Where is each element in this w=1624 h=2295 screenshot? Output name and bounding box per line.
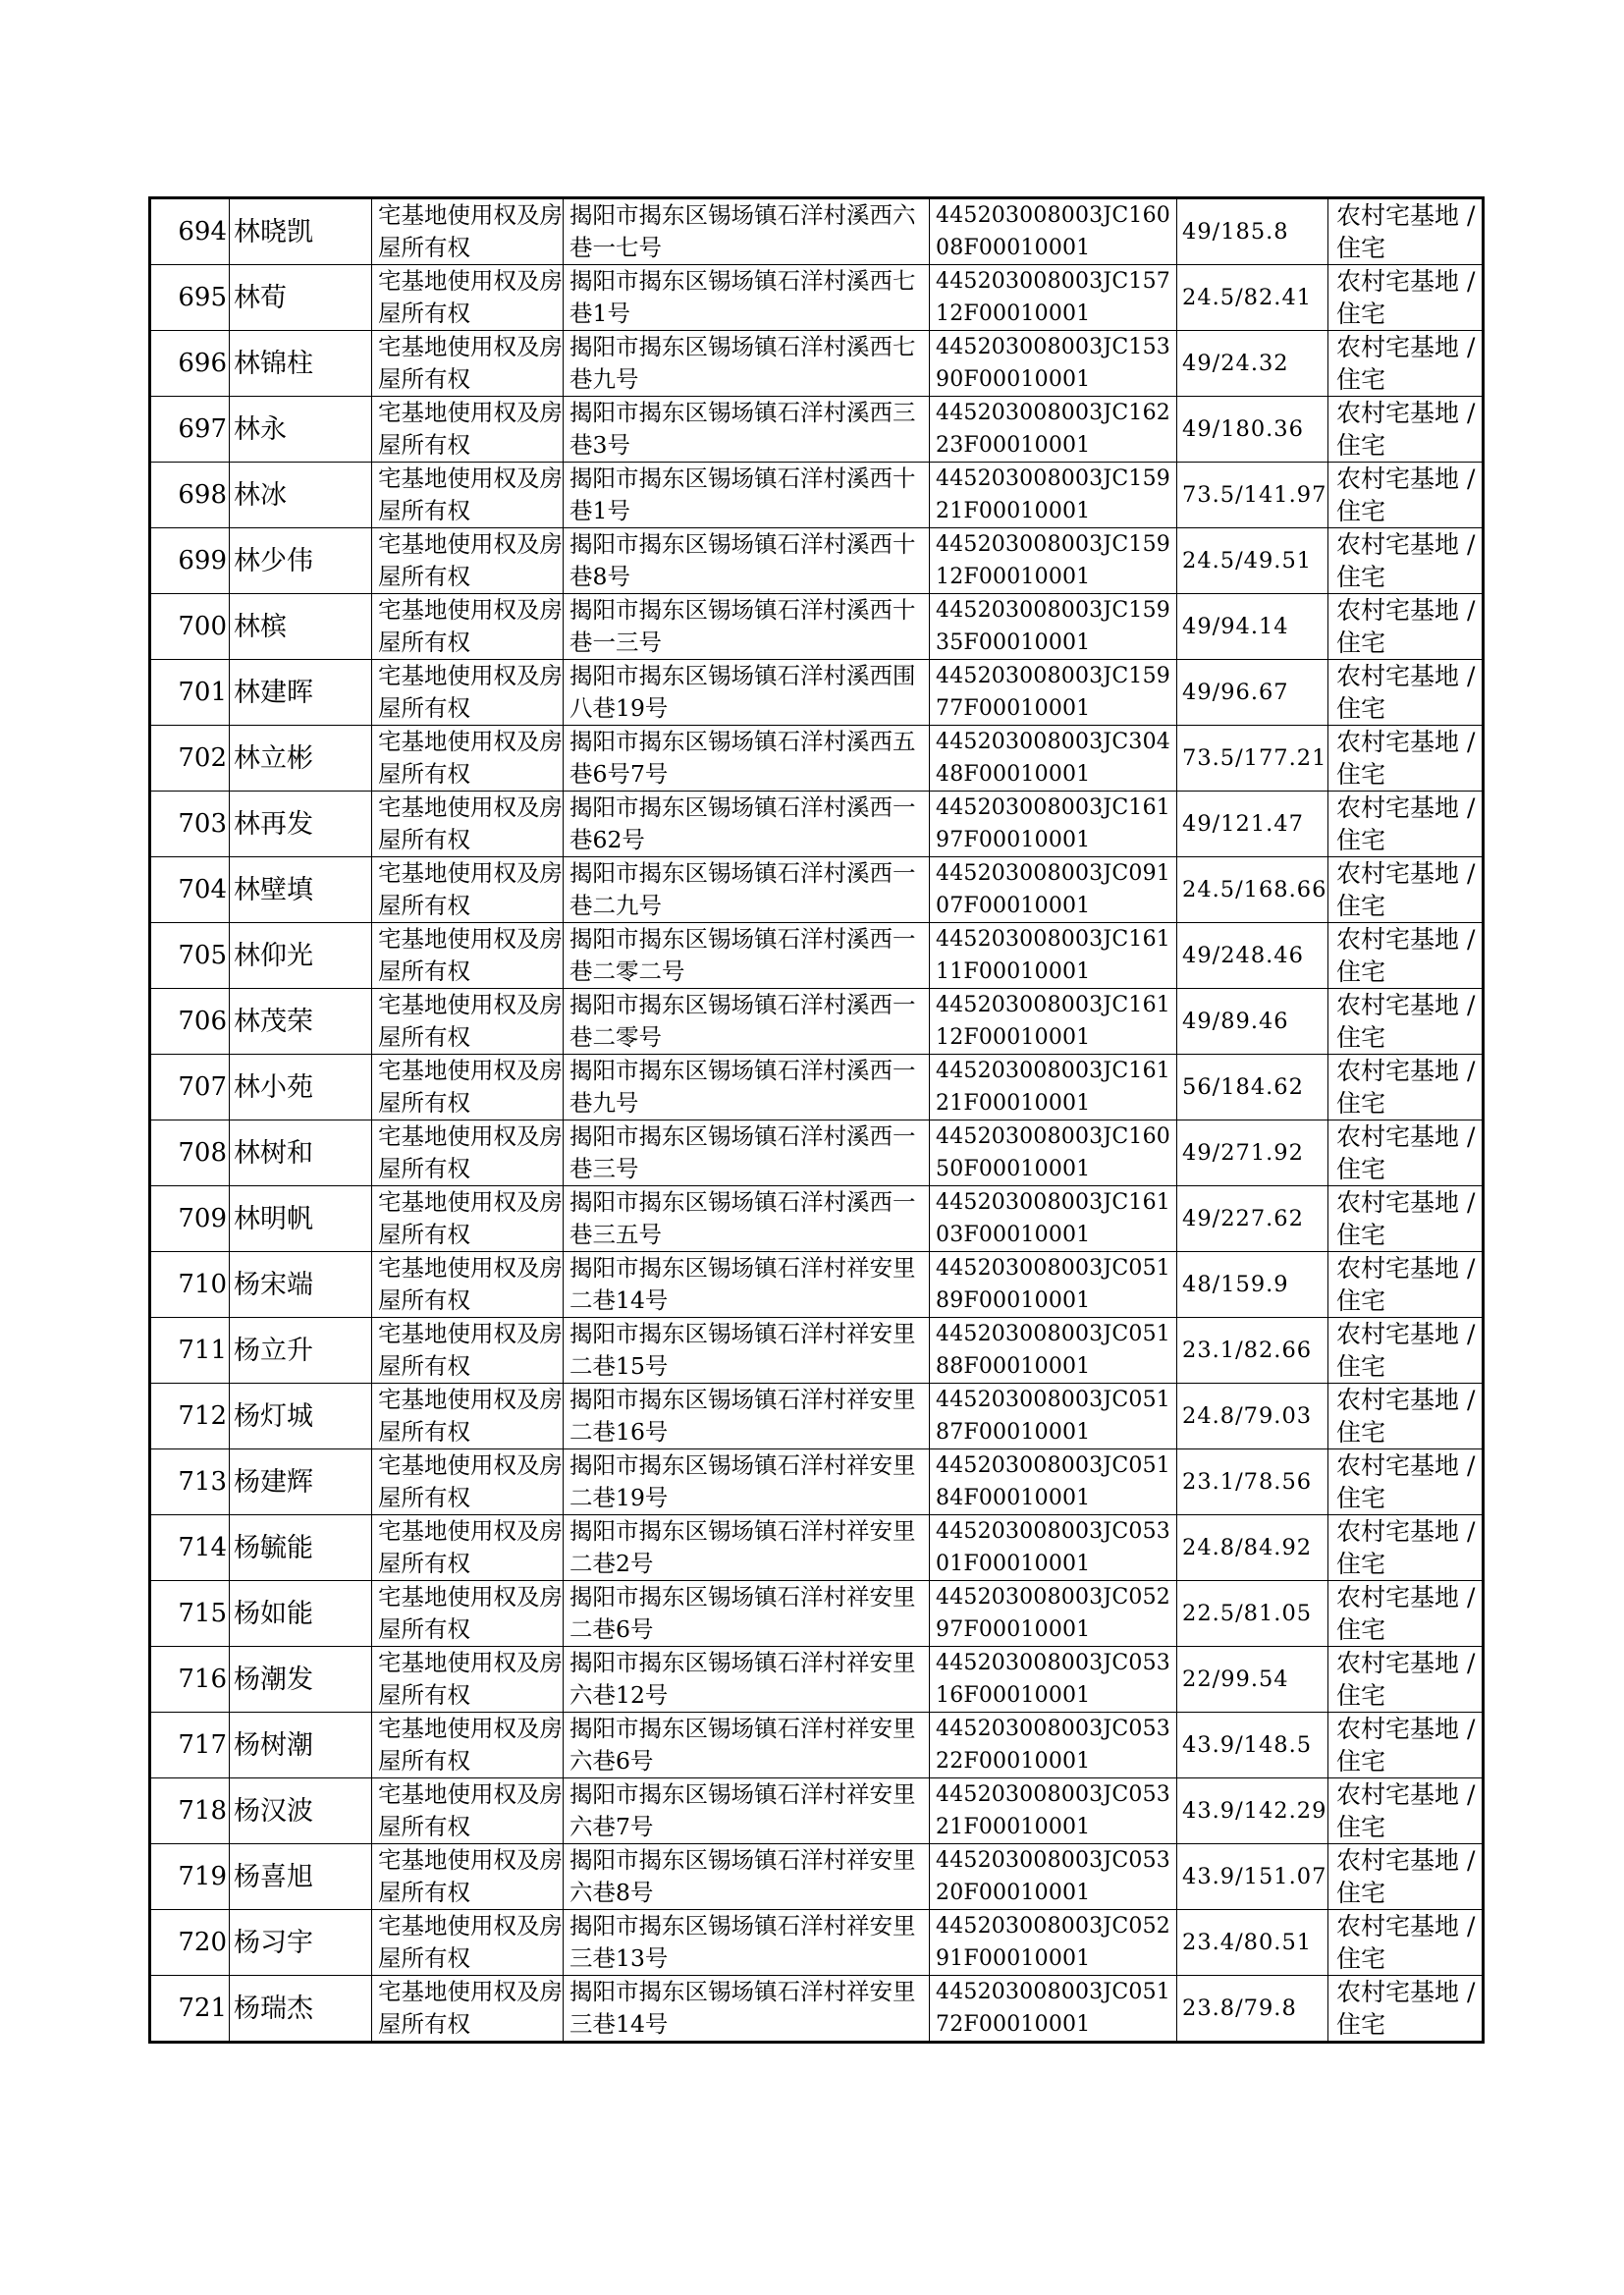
- address-cell: 揭阳市揭东区锡场镇石洋村溪西一巷62号: [564, 792, 930, 857]
- right-type-cell: 宅基地使用权及房屋所有权: [372, 397, 564, 463]
- row-number-cell: 718: [150, 1778, 230, 1844]
- unit-code-cell: 445203008003JC16008F00010001: [930, 198, 1177, 265]
- area-cell: 49/248.46: [1177, 923, 1328, 989]
- address-cell: 揭阳市揭东区锡场镇石洋村祥安里二巷16号: [564, 1384, 930, 1449]
- row-number-cell: 702: [150, 726, 230, 792]
- owner-name-cell: 杨习宇: [230, 1910, 372, 1976]
- area-cell: 49/271.92: [1177, 1120, 1328, 1186]
- unit-code-cell: 445203008003JC16121F00010001: [930, 1055, 1177, 1120]
- address-cell: 揭阳市揭东区锡场镇石洋村祥安里二巷14号: [564, 1252, 930, 1318]
- row-number-cell: 719: [150, 1844, 230, 1910]
- row-number-cell: 696: [150, 331, 230, 397]
- land-use-cell: 农村宅基地 / 住宅: [1328, 1120, 1484, 1186]
- owner-name-cell: 林冰: [230, 463, 372, 528]
- table-row: [150, 198, 1484, 265]
- address-cell: 揭阳市揭东区锡场镇石洋村祥安里六巷12号: [564, 1647, 930, 1713]
- address-cell: 揭阳市揭东区锡场镇石洋村祥安里三巷13号: [564, 1910, 930, 1976]
- unit-code-cell: 445203008003JC15921F00010001: [930, 463, 1177, 528]
- right-type-cell: 宅基地使用权及房屋所有权: [372, 198, 564, 265]
- unit-code-cell: 445203008003JC09107F00010001: [930, 857, 1177, 923]
- owner-name-cell: 杨建辉: [230, 1449, 372, 1515]
- land-use-cell: 农村宅基地 / 住宅: [1328, 726, 1484, 792]
- land-use-cell: 农村宅基地 / 住宅: [1328, 989, 1484, 1055]
- right-type-cell: 宅基地使用权及房屋所有权: [372, 594, 564, 660]
- table-row: [150, 792, 1484, 857]
- unit-code-cell: 445203008003JC05187F00010001: [930, 1384, 1177, 1449]
- area-cell: 24.5/168.66: [1177, 857, 1328, 923]
- land-use-cell: 农村宅基地 / 住宅: [1328, 265, 1484, 331]
- table-row: [150, 857, 1484, 923]
- land-use-cell: 农村宅基地 / 住宅: [1328, 1318, 1484, 1384]
- row-number-cell: 715: [150, 1581, 230, 1647]
- address-cell: 揭阳市揭东区锡场镇石洋村溪西十巷1号: [564, 463, 930, 528]
- land-use-cell: 农村宅基地 / 住宅: [1328, 857, 1484, 923]
- owner-name-cell: 林锦柱: [230, 331, 372, 397]
- right-type-cell: 宅基地使用权及房屋所有权: [372, 1581, 564, 1647]
- land-use-cell: 农村宅基地 / 住宅: [1328, 1055, 1484, 1120]
- owner-name-cell: 林立彬: [230, 726, 372, 792]
- row-number-cell: 711: [150, 1318, 230, 1384]
- land-use-cell: 农村宅基地 / 住宅: [1328, 463, 1484, 528]
- table-row: [150, 1055, 1484, 1120]
- area-cell: 49/24.32: [1177, 331, 1328, 397]
- row-number-cell: 699: [150, 528, 230, 594]
- land-use-cell: 农村宅基地 / 住宅: [1328, 1713, 1484, 1778]
- area-cell: 43.9/151.07: [1177, 1844, 1328, 1910]
- registry-table: [148, 196, 1485, 2044]
- owner-name-cell: 林小苑: [230, 1055, 372, 1120]
- row-number-cell: 697: [150, 397, 230, 463]
- owner-name-cell: 林荀: [230, 265, 372, 331]
- area-cell: 49/227.62: [1177, 1186, 1328, 1252]
- address-cell: 揭阳市揭东区锡场镇石洋村溪西一巷二九号: [564, 857, 930, 923]
- unit-code-cell: 445203008003JC15912F00010001: [930, 528, 1177, 594]
- unit-code-cell: 445203008003JC05188F00010001: [930, 1318, 1177, 1384]
- table-row: [150, 331, 1484, 397]
- area-cell: 49/96.67: [1177, 660, 1328, 726]
- row-number-cell: 701: [150, 660, 230, 726]
- right-type-cell: 宅基地使用权及房屋所有权: [372, 265, 564, 331]
- owner-name-cell: 林再发: [230, 792, 372, 857]
- table-row: [150, 989, 1484, 1055]
- table-row: [150, 726, 1484, 792]
- area-cell: 49/94.14: [1177, 594, 1328, 660]
- area-cell: 48/159.9: [1177, 1252, 1328, 1318]
- unit-code-cell: 445203008003JC16112F00010001: [930, 989, 1177, 1055]
- area-cell: 73.5/177.21: [1177, 726, 1328, 792]
- area-cell: 73.5/141.97: [1177, 463, 1328, 528]
- unit-code-cell: 445203008003JC15712F00010001: [930, 265, 1177, 331]
- right-type-cell: 宅基地使用权及房屋所有权: [372, 1778, 564, 1844]
- owner-name-cell: 杨潮发: [230, 1647, 372, 1713]
- area-cell: 56/184.62: [1177, 1055, 1328, 1120]
- table-row: [150, 1778, 1484, 1844]
- row-number-cell: 700: [150, 594, 230, 660]
- row-number-cell: 694: [150, 198, 230, 265]
- land-use-cell: 农村宅基地 / 住宅: [1328, 1844, 1484, 1910]
- row-number-cell: 704: [150, 857, 230, 923]
- owner-name-cell: 杨毓能: [230, 1515, 372, 1581]
- table-row: [150, 1186, 1484, 1252]
- area-cell: 23.8/79.8: [1177, 1976, 1328, 2043]
- unit-code-cell: 445203008003JC15935F00010001: [930, 594, 1177, 660]
- area-cell: 49/89.46: [1177, 989, 1328, 1055]
- right-type-cell: 宅基地使用权及房屋所有权: [372, 1449, 564, 1515]
- right-type-cell: 宅基地使用权及房屋所有权: [372, 1055, 564, 1120]
- row-number-cell: 705: [150, 923, 230, 989]
- land-use-cell: 农村宅基地 / 住宅: [1328, 1252, 1484, 1318]
- area-cell: 22/99.54: [1177, 1647, 1328, 1713]
- row-number-cell: 716: [150, 1647, 230, 1713]
- row-number-cell: 712: [150, 1384, 230, 1449]
- right-type-cell: 宅基地使用权及房屋所有权: [372, 1384, 564, 1449]
- address-cell: 揭阳市揭东区锡场镇石洋村祥安里三巷14号: [564, 1976, 930, 2043]
- table-row: [150, 463, 1484, 528]
- unit-code-cell: 445203008003JC05321F00010001: [930, 1778, 1177, 1844]
- right-type-cell: 宅基地使用权及房屋所有权: [372, 857, 564, 923]
- unit-code-cell: 445203008003JC05189F00010001: [930, 1252, 1177, 1318]
- table-row: [150, 1449, 1484, 1515]
- row-number-cell: 708: [150, 1120, 230, 1186]
- unit-code-cell: 445203008003JC16223F00010001: [930, 397, 1177, 463]
- land-use-cell: 农村宅基地 / 住宅: [1328, 792, 1484, 857]
- land-use-cell: 农村宅基地 / 住宅: [1328, 1647, 1484, 1713]
- right-type-cell: 宅基地使用权及房屋所有权: [372, 1713, 564, 1778]
- land-use-cell: 农村宅基地 / 住宅: [1328, 1384, 1484, 1449]
- owner-name-cell: 杨立升: [230, 1318, 372, 1384]
- land-use-cell: 农村宅基地 / 住宅: [1328, 1778, 1484, 1844]
- right-type-cell: 宅基地使用权及房屋所有权: [372, 1318, 564, 1384]
- row-number-cell: 720: [150, 1910, 230, 1976]
- owner-name-cell: 杨树潮: [230, 1713, 372, 1778]
- row-number-cell: 709: [150, 1186, 230, 1252]
- right-type-cell: 宅基地使用权及房屋所有权: [372, 1120, 564, 1186]
- unit-code-cell: 445203008003JC16050F00010001: [930, 1120, 1177, 1186]
- area-cell: 22.5/81.05: [1177, 1581, 1328, 1647]
- land-use-cell: 农村宅基地 / 住宅: [1328, 397, 1484, 463]
- right-type-cell: 宅基地使用权及房屋所有权: [372, 1647, 564, 1713]
- table-row: [150, 1910, 1484, 1976]
- unit-code-cell: 445203008003JC05291F00010001: [930, 1910, 1177, 1976]
- area-cell: 49/185.8: [1177, 198, 1328, 265]
- unit-code-cell: 445203008003JC05322F00010001: [930, 1713, 1177, 1778]
- address-cell: 揭阳市揭东区锡场镇石洋村溪西三巷3号: [564, 397, 930, 463]
- land-use-cell: 农村宅基地 / 住宅: [1328, 660, 1484, 726]
- right-type-cell: 宅基地使用权及房屋所有权: [372, 1252, 564, 1318]
- land-use-cell: 农村宅基地 / 住宅: [1328, 528, 1484, 594]
- owner-name-cell: 林晓凯: [230, 198, 372, 265]
- address-cell: 揭阳市揭东区锡场镇石洋村祥安里六巷8号: [564, 1844, 930, 1910]
- address-cell: 揭阳市揭东区锡场镇石洋村溪西一巷九号: [564, 1055, 930, 1120]
- table-row: [150, 528, 1484, 594]
- unit-code-cell: 445203008003JC16197F00010001: [930, 792, 1177, 857]
- right-type-cell: 宅基地使用权及房屋所有权: [372, 331, 564, 397]
- address-cell: 揭阳市揭东区锡场镇石洋村祥安里二巷6号: [564, 1581, 930, 1647]
- right-type-cell: 宅基地使用权及房屋所有权: [372, 923, 564, 989]
- owner-name-cell: 杨宋端: [230, 1252, 372, 1318]
- unit-code-cell: 445203008003JC05301F00010001: [930, 1515, 1177, 1581]
- address-cell: 揭阳市揭东区锡场镇石洋村溪西一巷二零二号: [564, 923, 930, 989]
- right-type-cell: 宅基地使用权及房屋所有权: [372, 1515, 564, 1581]
- table-row: [150, 1318, 1484, 1384]
- land-use-cell: 农村宅基地 / 住宅: [1328, 1449, 1484, 1515]
- unit-code-cell: 445203008003JC16111F00010001: [930, 923, 1177, 989]
- address-cell: 揭阳市揭东区锡场镇石洋村溪西七巷九号: [564, 331, 930, 397]
- owner-name-cell: 林建晖: [230, 660, 372, 726]
- land-use-cell: 农村宅基地 / 住宅: [1328, 198, 1484, 265]
- owner-name-cell: 杨灯城: [230, 1384, 372, 1449]
- owner-name-cell: 林槟: [230, 594, 372, 660]
- table-row: [150, 594, 1484, 660]
- owner-name-cell: 杨如能: [230, 1581, 372, 1647]
- area-cell: 24.8/84.92: [1177, 1515, 1328, 1581]
- address-cell: 揭阳市揭东区锡场镇石洋村祥安里二巷19号: [564, 1449, 930, 1515]
- unit-code-cell: 445203008003JC05320F00010001: [930, 1844, 1177, 1910]
- area-cell: 24.8/79.03: [1177, 1384, 1328, 1449]
- address-cell: 揭阳市揭东区锡场镇石洋村溪西五巷6号7号: [564, 726, 930, 792]
- area-cell: 49/121.47: [1177, 792, 1328, 857]
- land-use-cell: 农村宅基地 / 住宅: [1328, 1581, 1484, 1647]
- owner-name-cell: 杨汉波: [230, 1778, 372, 1844]
- right-type-cell: 宅基地使用权及房屋所有权: [372, 463, 564, 528]
- area-cell: 49/180.36: [1177, 397, 1328, 463]
- table-row: [150, 1976, 1484, 2043]
- land-use-cell: 农村宅基地 / 住宅: [1328, 1515, 1484, 1581]
- area-cell: 43.9/148.5: [1177, 1713, 1328, 1778]
- land-use-cell: 农村宅基地 / 住宅: [1328, 923, 1484, 989]
- address-cell: 揭阳市揭东区锡场镇石洋村祥安里六巷7号: [564, 1778, 930, 1844]
- row-number-cell: 706: [150, 989, 230, 1055]
- owner-name-cell: 林永: [230, 397, 372, 463]
- table-row: [150, 1713, 1484, 1778]
- unit-code-cell: 445203008003JC05172F00010001: [930, 1976, 1177, 2043]
- table-row: [150, 265, 1484, 331]
- unit-code-cell: 445203008003JC05184F00010001: [930, 1449, 1177, 1515]
- unit-code-cell: 445203008003JC05316F00010001: [930, 1647, 1177, 1713]
- owner-name-cell: 林仰光: [230, 923, 372, 989]
- address-cell: 揭阳市揭东区锡场镇石洋村溪西一巷三号: [564, 1120, 930, 1186]
- land-use-cell: 农村宅基地 / 住宅: [1328, 331, 1484, 397]
- address-cell: 揭阳市揭东区锡场镇石洋村溪西一巷三五号: [564, 1186, 930, 1252]
- right-type-cell: 宅基地使用权及房屋所有权: [372, 660, 564, 726]
- owner-name-cell: 杨喜旭: [230, 1844, 372, 1910]
- table-row: [150, 397, 1484, 463]
- right-type-cell: 宅基地使用权及房屋所有权: [372, 989, 564, 1055]
- owner-name-cell: 林茂荣: [230, 989, 372, 1055]
- address-cell: 揭阳市揭东区锡场镇石洋村溪西围八巷19号: [564, 660, 930, 726]
- table-row: [150, 1647, 1484, 1713]
- owner-name-cell: 杨瑞杰: [230, 1976, 372, 2043]
- row-number-cell: 695: [150, 265, 230, 331]
- unit-code-cell: 445203008003JC05297F00010001: [930, 1581, 1177, 1647]
- right-type-cell: 宅基地使用权及房屋所有权: [372, 1186, 564, 1252]
- owner-name-cell: 林少伟: [230, 528, 372, 594]
- address-cell: 揭阳市揭东区锡场镇石洋村祥安里二巷15号: [564, 1318, 930, 1384]
- area-cell: 23.4/80.51: [1177, 1910, 1328, 1976]
- owner-name-cell: 林壁填: [230, 857, 372, 923]
- address-cell: 揭阳市揭东区锡场镇石洋村祥安里六巷6号: [564, 1713, 930, 1778]
- right-type-cell: 宅基地使用权及房屋所有权: [372, 1910, 564, 1976]
- row-number-cell: 721: [150, 1976, 230, 2043]
- address-cell: 揭阳市揭东区锡场镇石洋村溪西十巷8号: [564, 528, 930, 594]
- right-type-cell: 宅基地使用权及房屋所有权: [372, 792, 564, 857]
- row-number-cell: 703: [150, 792, 230, 857]
- table-row: [150, 1844, 1484, 1910]
- table-row: [150, 1515, 1484, 1581]
- address-cell: 揭阳市揭东区锡场镇石洋村溪西七巷1号: [564, 265, 930, 331]
- table-row: [150, 1120, 1484, 1186]
- right-type-cell: 宅基地使用权及房屋所有权: [372, 726, 564, 792]
- table-row: [150, 1581, 1484, 1647]
- land-use-cell: 农村宅基地 / 住宅: [1328, 594, 1484, 660]
- land-use-cell: 农村宅基地 / 住宅: [1328, 1976, 1484, 2043]
- right-type-cell: 宅基地使用权及房屋所有权: [372, 1844, 564, 1910]
- unit-code-cell: 445203008003JC16103F00010001: [930, 1186, 1177, 1252]
- unit-code-cell: 445203008003JC15977F00010001: [930, 660, 1177, 726]
- area-cell: 24.5/49.51: [1177, 528, 1328, 594]
- table-row: [150, 660, 1484, 726]
- right-type-cell: 宅基地使用权及房屋所有权: [372, 1976, 564, 2043]
- row-number-cell: 710: [150, 1252, 230, 1318]
- area-cell: 23.1/82.66: [1177, 1318, 1328, 1384]
- row-number-cell: 714: [150, 1515, 230, 1581]
- area-cell: 24.5/82.41: [1177, 265, 1328, 331]
- address-cell: 揭阳市揭东区锡场镇石洋村溪西六巷一七号: [564, 198, 930, 265]
- registry-table-body: [150, 198, 1484, 2043]
- table-row: [150, 1384, 1484, 1449]
- table-row: [150, 923, 1484, 989]
- land-use-cell: 农村宅基地 / 住宅: [1328, 1186, 1484, 1252]
- address-cell: 揭阳市揭东区锡场镇石洋村溪西一巷二零号: [564, 989, 930, 1055]
- area-cell: 43.9/142.29: [1177, 1778, 1328, 1844]
- row-number-cell: 698: [150, 463, 230, 528]
- owner-name-cell: 林树和: [230, 1120, 372, 1186]
- address-cell: 揭阳市揭东区锡场镇石洋村溪西十巷一三号: [564, 594, 930, 660]
- address-cell: 揭阳市揭东区锡场镇石洋村祥安里二巷2号: [564, 1515, 930, 1581]
- row-number-cell: 717: [150, 1713, 230, 1778]
- owner-name-cell: 林明帆: [230, 1186, 372, 1252]
- row-number-cell: 707: [150, 1055, 230, 1120]
- land-use-cell: 农村宅基地 / 住宅: [1328, 1910, 1484, 1976]
- unit-code-cell: 445203008003JC15390F00010001: [930, 331, 1177, 397]
- unit-code-cell: 445203008003JC30448F00010001: [930, 726, 1177, 792]
- table-row: [150, 1252, 1484, 1318]
- area-cell: 23.1/78.56: [1177, 1449, 1328, 1515]
- right-type-cell: 宅基地使用权及房屋所有权: [372, 528, 564, 594]
- row-number-cell: 713: [150, 1449, 230, 1515]
